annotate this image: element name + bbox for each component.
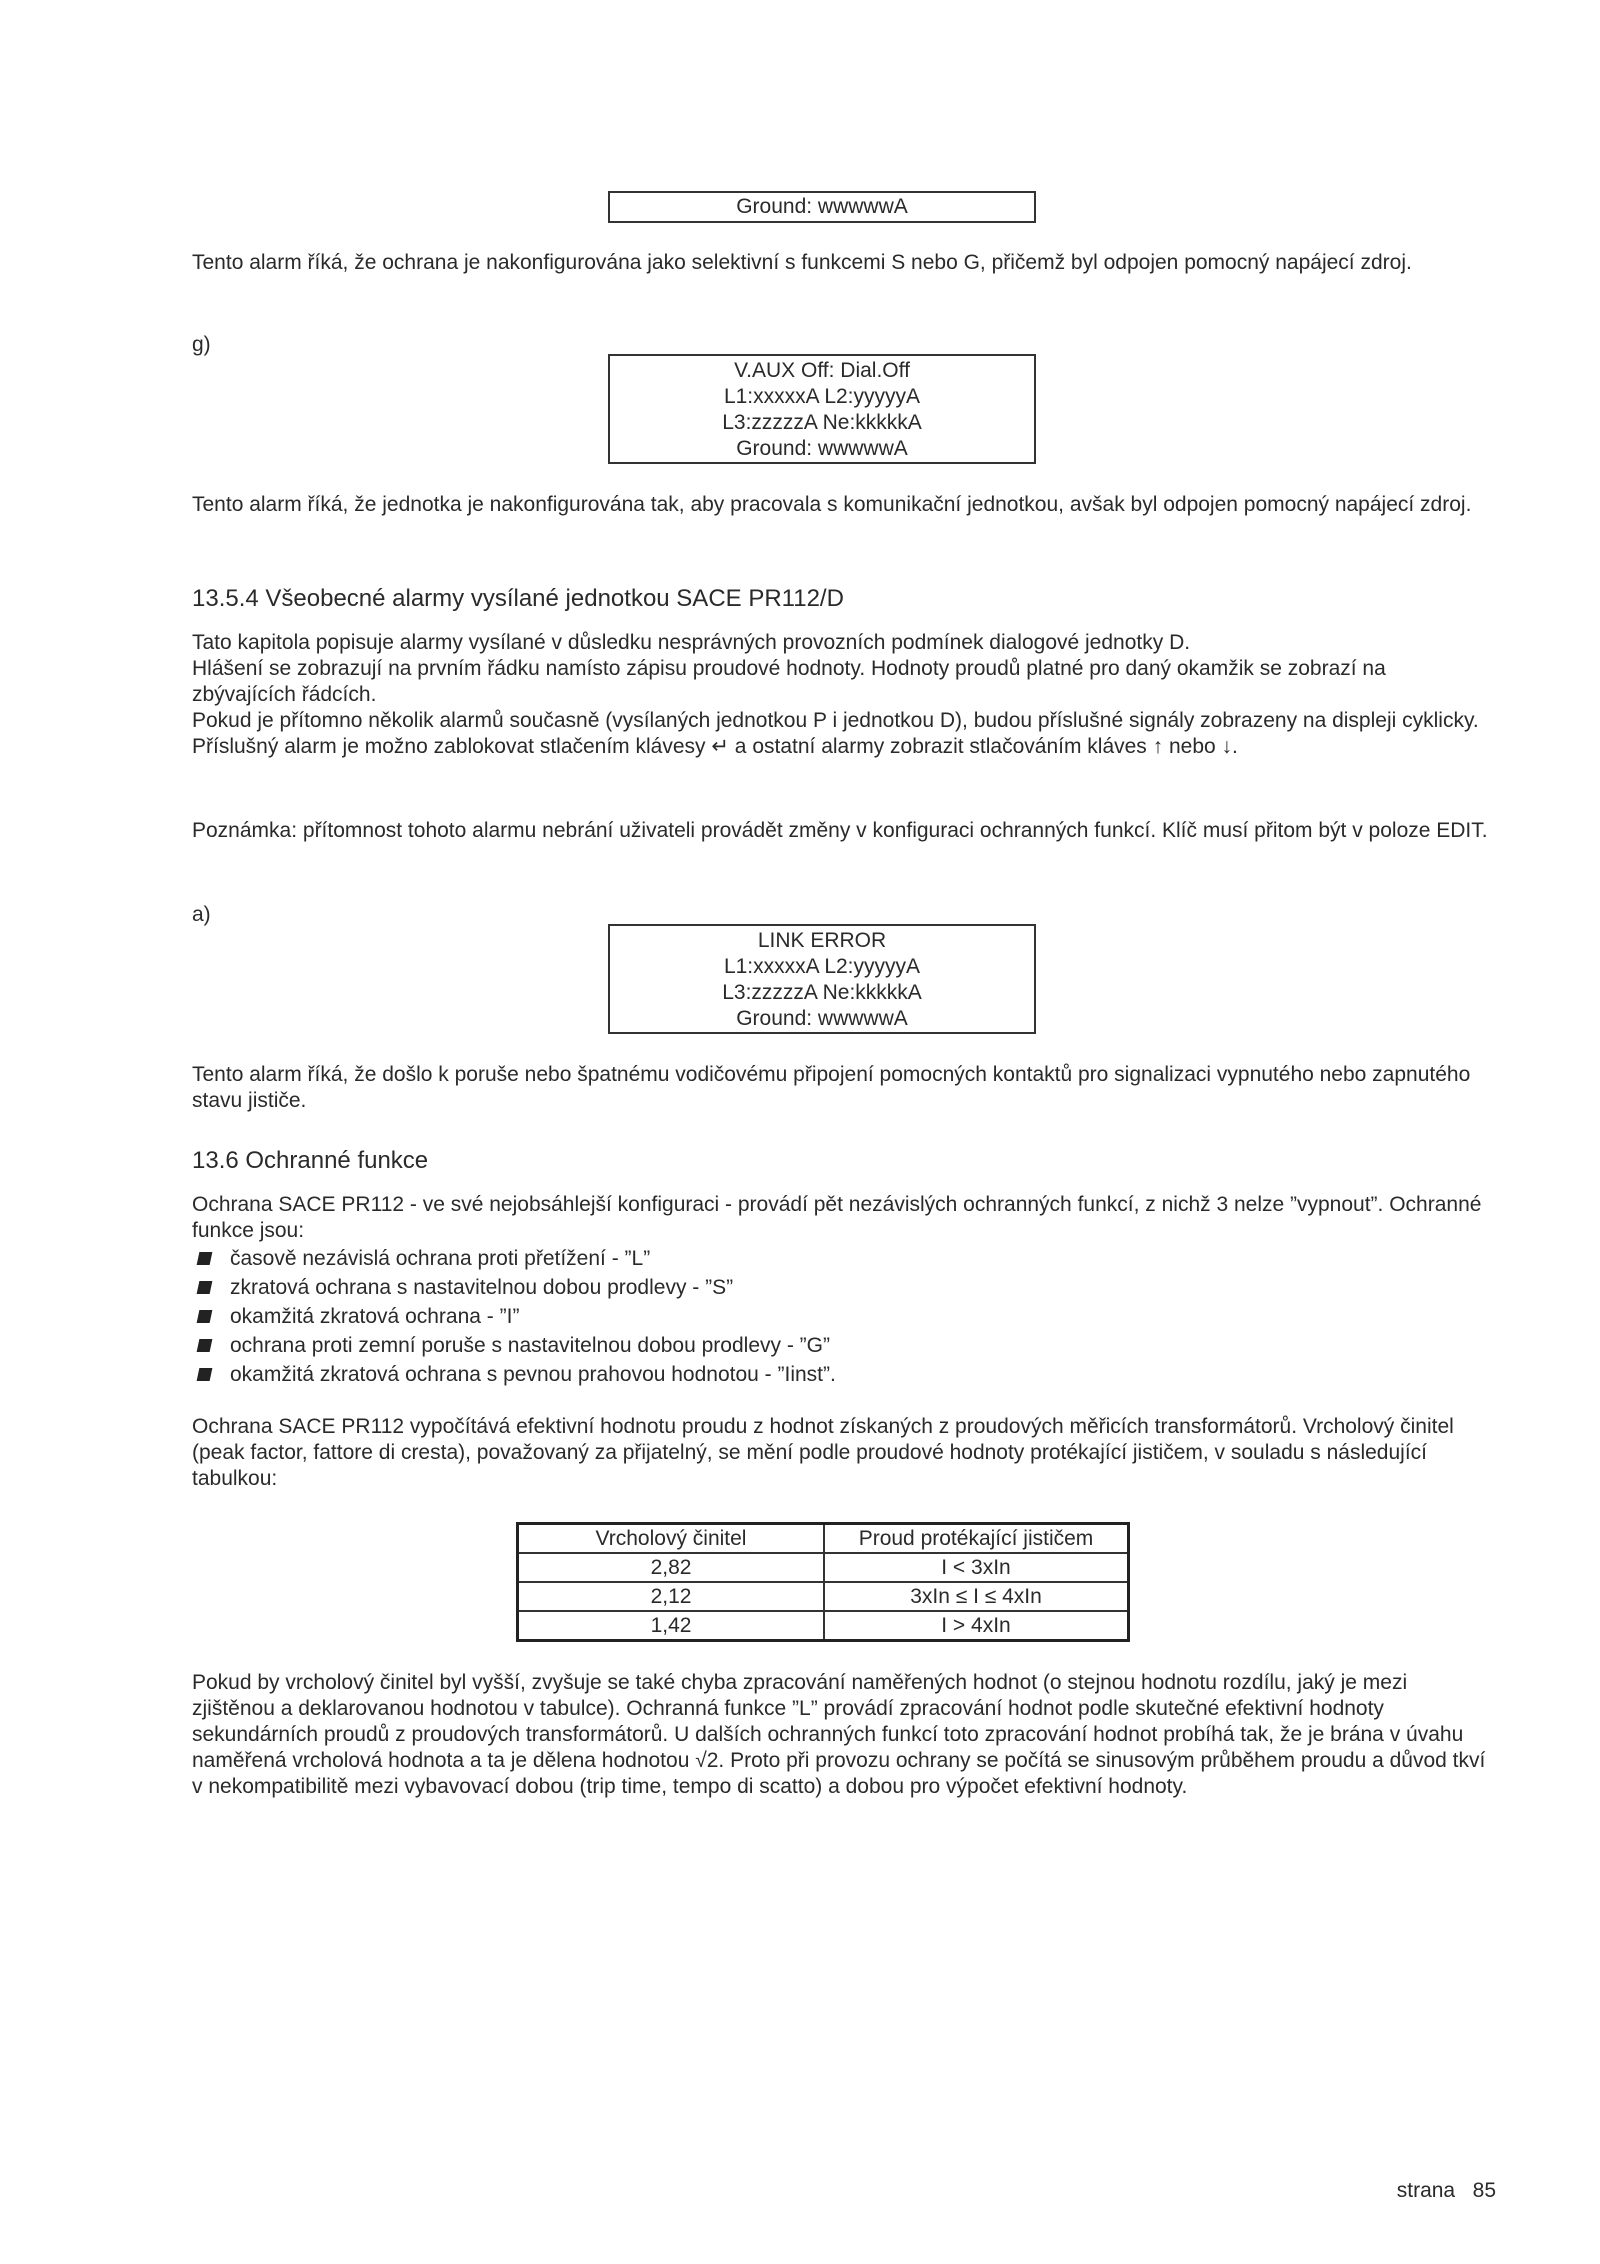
protection-functions-list [192,1244,1492,1389]
lcd-line-3: L3:zzzzzA Ne:kkkkkA [722,411,922,434]
lcd-display-g [608,354,1036,464]
lcd-line-1: LINK ERROR [757,929,887,952]
table-cell: I > 4xIn [824,1611,1129,1641]
paragraph-g-intro: Tento alarm říká, že ochrana je nakonfigurována jako selektivní s funkcemi S nebo G, přičemž byl odpojen pomocný napájecí zdroj. [192,251,1412,274]
column-header: Proud protékající jističem [824,1524,1129,1554]
lcd-line-2: L1:xxxxxA L2:yyyyyA [723,385,921,408]
lcd-line-3: L3:zzzzzA Ne:kkkkkA [722,981,922,1004]
page-number-value: 85 [1472,2179,1496,2202]
lcd-line-2: L1:xxxxxA L2:yyyyyA [723,955,921,978]
paragraph: Tato kapitola popisuje alarmy vysílané v důsledku nesprávných provozních podmínek dialogové jednotky D. [192,631,1191,654]
square-bullet-icon [197,1252,213,1265]
paragraph-a-desc: Tento alarm říká, že došlo k poruše nebo špatnému vodičovému připojení pomocných kontaktů pro signalizaci vypnutého nebo zapnutého stavu jističe. [192,1063,1471,1112]
square-bullet-icon [197,1368,213,1381]
section-title-13-6: 13.6 Ochranné funkce [192,1147,429,1174]
lcd-line-4: Ground: wwwwwA [736,1007,908,1030]
page-number [1397,2178,1496,2204]
lcd-display-a [608,924,1036,1034]
lcd-line-4: Ground: wwwwwA [736,437,908,460]
table-header-row [518,1524,1129,1554]
section-title-13-5-4: 13.5.4 Všeobecné alarmy vysílané jednotkou SACE PR112/D [192,585,844,612]
paragraph: Hlášení se zobrazují na prvním řádku namísto zápisu proudové hodnoty. Hodnoty proudů platné pro daný okamžik se zobrazí na zbývajících řádcích. [192,657,1386,706]
square-bullet-icon [197,1310,213,1323]
square-bullet-icon [197,1281,213,1294]
paragraph-rms: Ochrana SACE PR112 vypočítává efektivní hodnotu proudu z hodnot získaných z proudových měřicích transformátorů. Vrcholový činitel (peak factor, fattore di cresta), považovaný za přijatelný, se mění podle proudové hodnoty protékající jističem, v souladu s následující tabulkou: [192,1415,1454,1490]
page-label: strana [1396,2179,1456,2202]
list-item: ochrana proti zemní poruše s nastavitelnou dobou prodlevy - ”G” [192,1331,1492,1360]
section-1354-body [192,630,1492,760]
label-a: a) [192,903,211,926]
label-g: g) [192,333,211,356]
section-136-intro: Ochrana SACE PR112 - ve své nejobsáhlejší konfiguraci - provádí pět nezávislých ochranných funkcí, z nichž 3 nelze ”vypnout”. Ochranné funkce jsou: [192,1193,1482,1242]
square-bullet-icon [197,1339,213,1352]
table-row [518,1582,1129,1611]
table-cell: 2,12 [518,1582,825,1611]
list-item: okamžitá zkratová ochrana - ”I” [192,1302,1492,1331]
lcd-display-ground [608,191,1036,223]
lcd-line-1: V.AUX Off: Dial.Off [734,359,910,382]
paragraph-g-desc: Tento alarm říká, že jednotka je nakonfigurována tak, aby pracovala s komunikační jednotkou, avšak byl odpojen pomocný napájecí zdroj. [192,493,1472,516]
column-header: Vrcholový činitel [518,1524,825,1554]
list-item: okamžitá zkratová ochrana s pevnou prahovou hodnotou - ”Iinst”. [192,1360,1492,1389]
list-item: časově nezávislá ochrana proti přetížení - ”L” [192,1244,1492,1273]
peak-factor-table [516,1522,1130,1642]
table-cell: 1,42 [518,1611,825,1641]
table-cell: 3xIn ≤ I ≤ 4xIn [824,1582,1129,1611]
table-row [518,1611,1129,1641]
lcd-line: Ground: wwwwwA [736,195,908,218]
note-paragraph: Poznámka: přítomnost tohoto alarmu nebrání uživateli provádět změny v konfiguraci ochranných funkcí. Klíč musí přitom být v poloze EDIT. [192,819,1488,842]
paragraph-final: Pokud by vrcholový činitel byl vyšší, zvyšuje se také chyba zpracování naměřených hodnot (o stejnou hodnotu rozdílu, jaký je mezi zjištěnou a deklarovanou hodnotou v tabulce). Ochranná funkce ”L” provádí zpracování hodnot podle skutečné efektivní hodnoty sekundárních proudů z proudových transformátorů. U dalších ochranných funkcí toto zpracování hodnot probíhá tak, že je brána v úvahu naměřená vrcholová hodnota a ta je dělena hodnotou √2. Proto při provozu ochrany se počítá se sinusovým průběhem proudu a důvod tkví v nekompatibilitě mezi vybavovací dobou (trip time, tempo di scatto) a dobou pro výpočet efektivní hodnoty. [192,1671,1486,1798]
table-cell: I < 3xIn [824,1553,1129,1582]
table-row [518,1553,1129,1582]
paragraph: Pokud je přítomno několik alarmů současně (vysílaných jednotkou P i jednotkou D), budou příslušné signály zobrazeny na displeji cyklicky. Příslušný alarm je možno zablokovat stlačením klávesy ↵ a ostatní alarmy zobrazit stlačováním kláves ↑ nebo ↓. [192,709,1479,758]
table-cell: 2,82 [518,1553,825,1582]
list-item: zkratová ochrana s nastavitelnou dobou prodlevy - ”S” [192,1273,1492,1302]
